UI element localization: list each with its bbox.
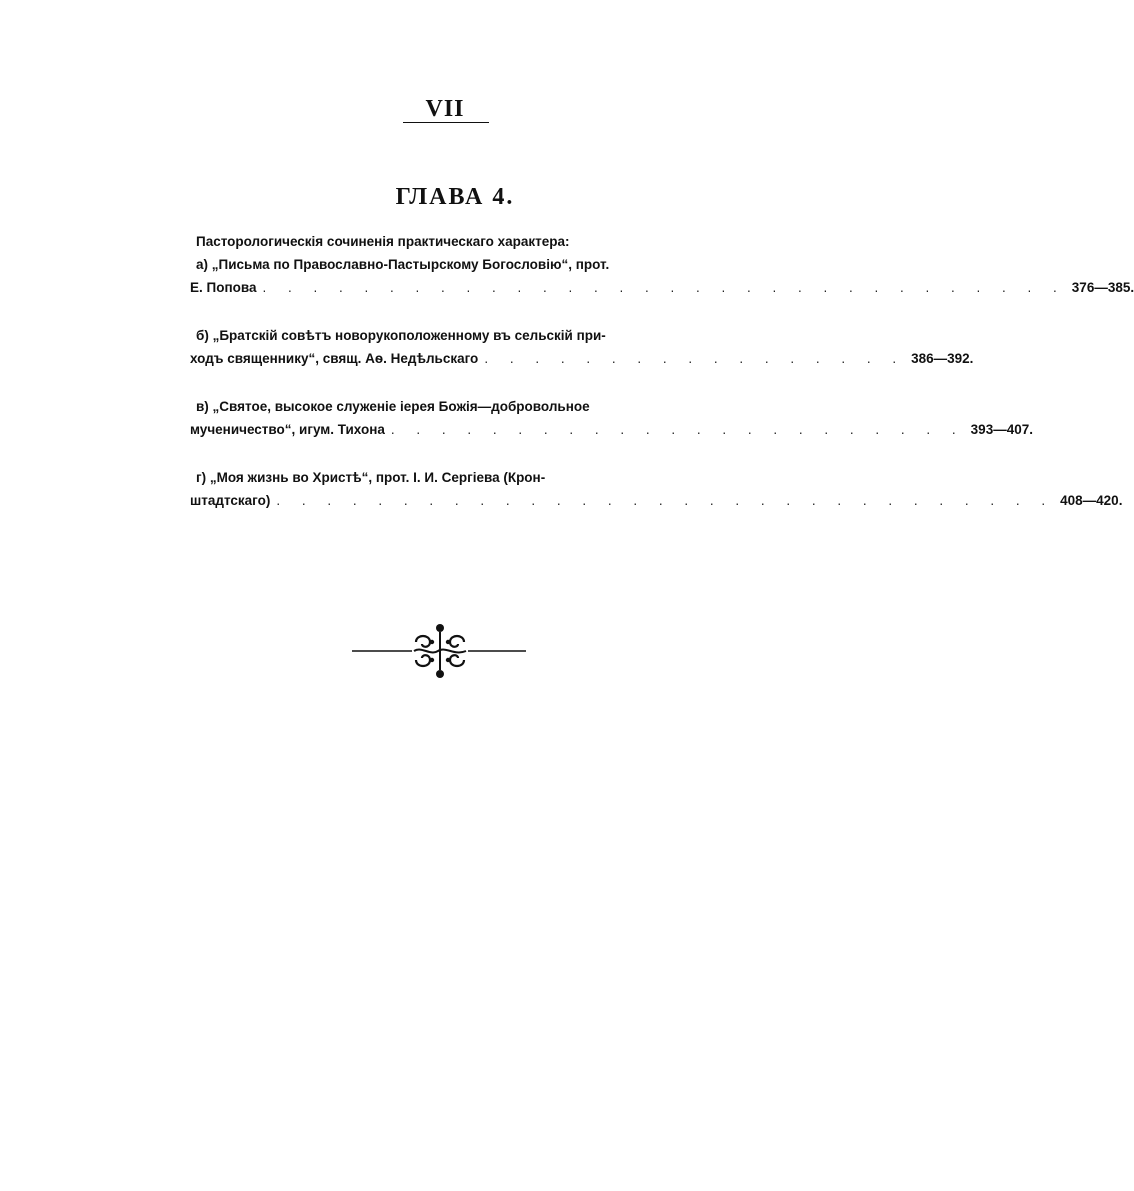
toc-entry-last-line bbox=[190, 418, 1033, 441]
toc-entry-last-line bbox=[190, 347, 974, 370]
toc-entry-line: штадтскаго) bbox=[190, 493, 271, 508]
toc-entry-line: в) „Святое, высокое служеніе іерея Божія—добровольное bbox=[196, 399, 590, 414]
toc-entry-line: мученичество“, игум. Тихона bbox=[190, 422, 385, 437]
toc-entry-line: б) „Братскій совѣтъ новорукоположенному въ сельскій при- bbox=[196, 328, 606, 343]
leader-dots: . . . . . . . . . . . . . . . . . bbox=[484, 351, 906, 366]
toc-entry-last-line bbox=[190, 489, 1123, 512]
toc-entry bbox=[190, 253, 1134, 299]
page-range: 386—392. bbox=[911, 351, 974, 366]
page-number-rule bbox=[403, 122, 489, 123]
toc-entry-last-line bbox=[190, 276, 1134, 299]
leader-dots: . . . . . . . . . . . . . . . . . . . . . . . . . . . . . . . . bbox=[262, 280, 1066, 295]
toc-entry bbox=[190, 466, 1123, 512]
page-range: 376—385. bbox=[1071, 280, 1134, 295]
page-range: 408—420. bbox=[1060, 493, 1123, 508]
toc-entry bbox=[190, 324, 974, 370]
toc-entry-line: а) „Письма по Православно-Пастырскому Богословію“, прот. bbox=[196, 257, 610, 272]
section-heading: Пасторологическія сочиненія практическаго характера: bbox=[196, 234, 570, 249]
toc-entry-line: г) „Моя жизнь во Христѣ“, прот. І. И. Сергіева (Крон- bbox=[196, 470, 546, 485]
toc-entry-line: Е. Попова bbox=[190, 280, 257, 295]
floral-ornament-icon bbox=[350, 620, 530, 680]
leader-dots: . . . . . . . . . . . . . . . . . . . . . . . . . . . . . . . bbox=[276, 493, 1055, 508]
toc-entry-line: ходъ священнику“, свящ. Аѳ. Недѣльскаго bbox=[190, 351, 479, 366]
toc-entry bbox=[190, 395, 1033, 441]
page-number: VII bbox=[425, 96, 465, 122]
leader-dots: . . . . . . . . . . . . . . . . . . . . . . . bbox=[390, 422, 965, 437]
table-of-contents bbox=[190, 230, 1134, 537]
chapter-title: ГЛАВА 4. bbox=[395, 184, 515, 210]
page-range: 393—407. bbox=[970, 422, 1033, 437]
